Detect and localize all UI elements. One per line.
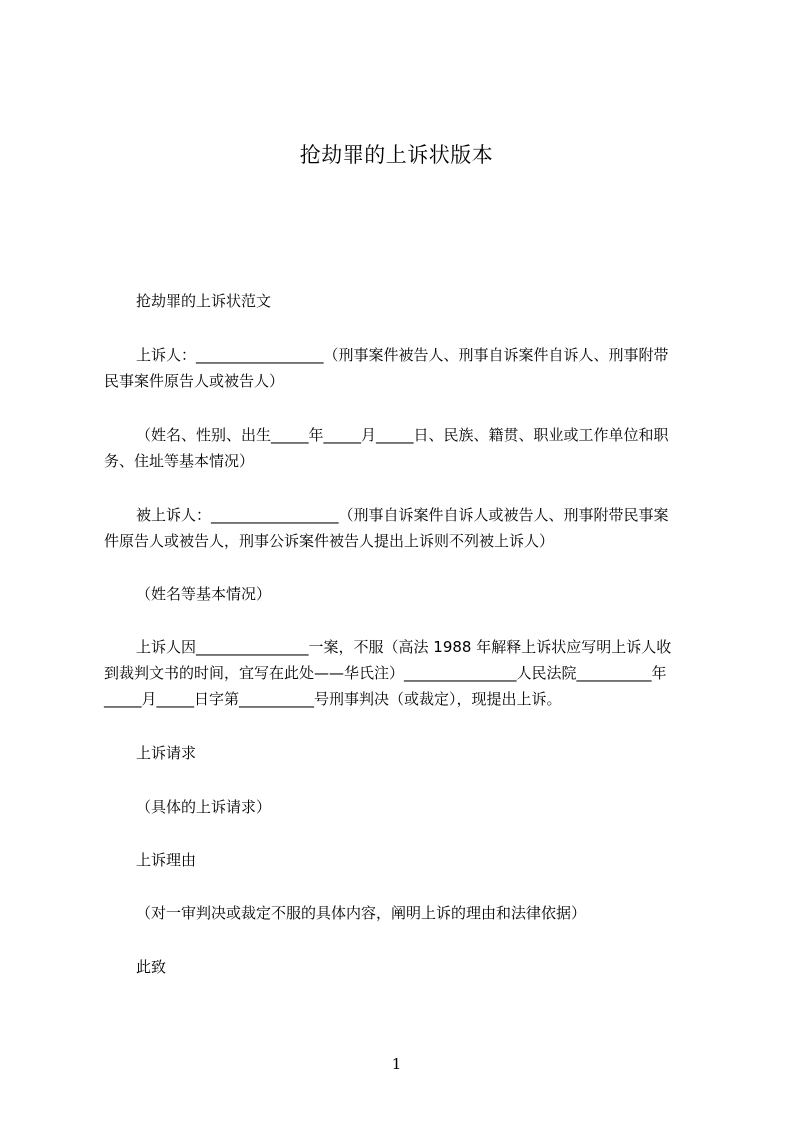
paragraph-line: 上诉理由 [136,851,197,869]
appellant-paragraph [104,342,704,394]
paragraph-line: 到裁判文书的时间，宜写在此处——华氏注）_______________人民法院__________年 [104,664,667,682]
section-heading-appeal-reason [104,847,704,873]
paragraph-line: _____月_____日字第__________号刑事判决（或裁定），现提出上诉。 [104,690,562,708]
paragraph-line: 被上诉人：_________________（刑事自诉案件自诉人或被告人、刑事附带民事案 [136,506,669,524]
paragraph-line: 上诉人：_________________（刑事案件被告人、刑事自诉案件自诉人、刑事附带 [136,346,669,364]
appeal-reason-paragraph [104,900,704,926]
appellee-info-paragraph [104,581,704,607]
paragraph-line: 务、住址等基本情况） [104,452,255,470]
paragraph-line: 件原告人或被告人，刑事公诉案件被告人提出上诉则不列被上诉人） [104,532,555,550]
paragraph-line: 上诉请求 [136,744,197,762]
paragraph-line: 抢劫罪的上诉状范文 [136,292,272,310]
closing-salutation [104,954,704,980]
paragraph-line: （对一审判决或裁定不服的具体内容，阐明上诉的理由和法律依据） [136,904,587,922]
section-heading-sample [104,288,704,314]
paragraph-line: （姓名、性别、出生_____年_____月_____日、民族、籍贯、职业或工作单位和职 [136,426,669,444]
section-heading-appeal-request [104,740,704,766]
paragraph-line: 民事案件原告人或被告人） [104,372,285,390]
paragraph-line: （具体的上诉请求） [136,798,272,816]
paragraph-line: 上诉人因_______________一案，不服（高法 1988 年解释上诉状应写明上诉人收 [136,638,672,656]
appeal-request-paragraph [104,794,704,820]
paragraph-line: 此致 [136,958,167,976]
appellant-info-paragraph [104,422,704,474]
appellee-paragraph [104,502,704,554]
document-title: 抢劫罪的上诉状版本 [299,143,494,167]
page-number: 1 [391,1055,402,1073]
paragraph-line: （姓名等基本情况） [136,585,272,603]
appeal-case-paragraph [104,634,704,712]
